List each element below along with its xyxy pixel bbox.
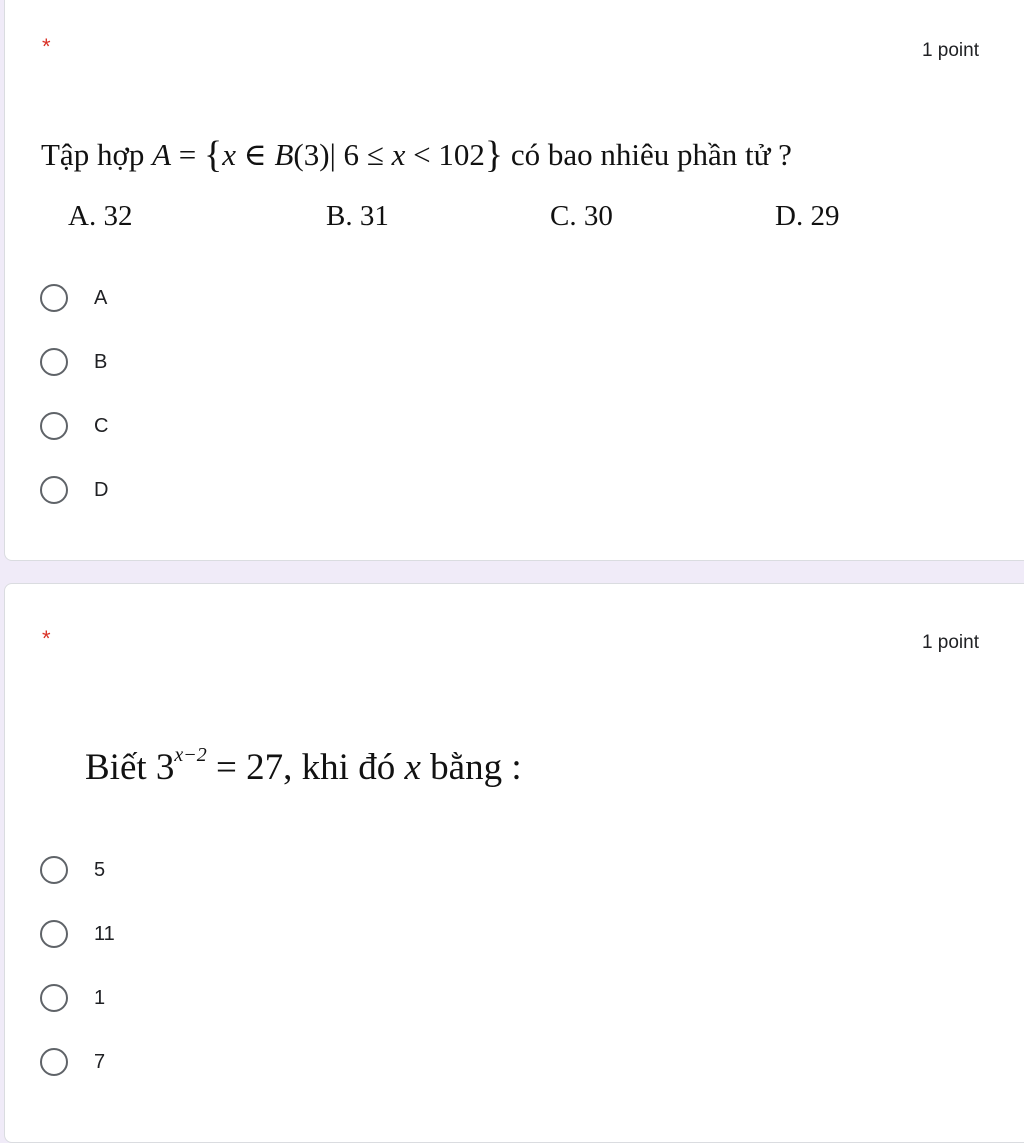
radio-option-b[interactable] xyxy=(40,345,107,379)
radio-option-5[interactable] xyxy=(40,853,105,887)
radio-button[interactable] xyxy=(40,920,68,948)
radio-button[interactable] xyxy=(40,856,68,884)
option-label: A xyxy=(94,286,108,309)
option-label: 11 xyxy=(94,922,115,945)
prompt-tail: bằng : xyxy=(430,747,522,788)
prompt-mid: , khi đó xyxy=(283,747,396,788)
radio-button[interactable] xyxy=(40,412,68,440)
option-label: 7 xyxy=(94,1050,106,1073)
points-label: 1 point xyxy=(921,40,979,61)
radio-button[interactable] xyxy=(40,984,68,1012)
radio-button[interactable] xyxy=(40,1048,68,1076)
variable-x: x xyxy=(404,747,421,788)
radio-option-11[interactable] xyxy=(40,917,115,951)
equals-sign: = xyxy=(178,137,197,172)
question-card-2 xyxy=(4,583,1024,1143)
radio-button[interactable] xyxy=(40,476,68,504)
prompt-lead: Biết xyxy=(85,747,147,788)
variable-x: x xyxy=(222,137,237,172)
option-label: 1 xyxy=(94,986,106,1009)
required-asterisk: * xyxy=(42,34,51,59)
such-that-bar: | xyxy=(329,137,336,172)
multiples-argument: (3) xyxy=(293,137,330,172)
question-image-text xyxy=(41,130,792,180)
image-choice-c: C. 30 xyxy=(550,200,613,232)
image-choice-b: B. 31 xyxy=(326,200,389,232)
less-equal-symbol: ≤ xyxy=(366,137,384,172)
option-label: B xyxy=(94,350,108,373)
radio-option-d[interactable] xyxy=(40,473,108,507)
question-image-text xyxy=(85,725,522,798)
radio-option-7[interactable] xyxy=(40,1045,105,1079)
question-card-1 xyxy=(4,0,1024,561)
radio-button[interactable] xyxy=(40,348,68,376)
option-label: C xyxy=(94,414,109,437)
left-brace: { xyxy=(204,134,223,176)
image-choice-a: A. 32 xyxy=(68,200,133,232)
points-label: 1 point xyxy=(921,632,979,653)
power-base: 3 xyxy=(155,747,175,788)
lower-bound: 6 xyxy=(343,137,360,172)
prompt-tail: có bao nhiêu phần tử ? xyxy=(510,137,792,172)
radio-option-1[interactable] xyxy=(40,981,105,1015)
option-label: 5 xyxy=(94,858,106,881)
prompt-lead: Tập hợp xyxy=(41,137,145,172)
right-brace: } xyxy=(484,134,504,176)
radio-option-a[interactable] xyxy=(40,281,107,315)
multiples-function: B xyxy=(274,137,294,172)
radio-button[interactable] xyxy=(40,284,68,312)
variable-x: x xyxy=(391,137,406,172)
power-exponent: x−2 xyxy=(174,744,207,766)
equation-rhs: = 27 xyxy=(216,747,284,788)
option-label: D xyxy=(94,478,109,501)
image-answer-choices xyxy=(0,200,1024,244)
image-choice-d: D. 29 xyxy=(775,200,840,232)
element-of-symbol: ∈ xyxy=(243,137,267,172)
less-than-symbol: < xyxy=(413,137,431,172)
required-asterisk: * xyxy=(42,626,51,651)
radio-option-c[interactable] xyxy=(40,409,108,443)
upper-bound: 102 xyxy=(438,137,485,172)
set-name: A xyxy=(152,137,172,172)
